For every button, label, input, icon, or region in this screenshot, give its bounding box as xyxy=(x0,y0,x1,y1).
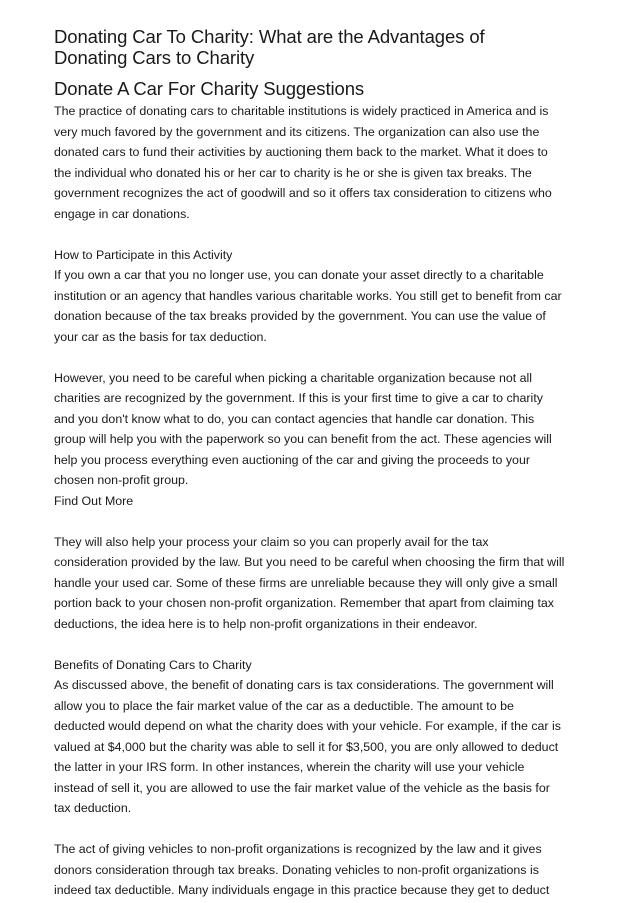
section-heading: Donate A Car For Charity Suggestions xyxy=(54,78,365,99)
paragraph-how-to-participate: How to Participate in this Activity If you own a car that you no longer use, you can donate your asset directly to a charitable institution or an agency that handles various charitable works. You still get to benefit from car donation because of the tax breaks provided by the government. You can use the value of your car as the basis for tax deduction. xyxy=(54,247,562,344)
paragraph-gap xyxy=(54,511,594,532)
document-page xyxy=(54,26,594,901)
paragraph-careful-picking: However, you need to be careful when picking a charitable organization because not all charities are recognized by the government. If this is your first time to give a car to charity and you don't know what to do, you can contact agencies that handle car donation. This group will help you with the paperwork so you can benefit from the act. These agencies will help you process everything even auctioning of the car and giving the proceeds to your chosen non-profit group. Find Out More xyxy=(54,370,552,508)
paragraph-gap xyxy=(54,224,594,245)
paragraph-gap xyxy=(54,634,594,655)
paragraph-benefits: Benefits of Donating Cars to Charity As discussed above, the benefit of donating cars is tax considerations. The government will allow you to place the fair market value of the car as a deductible. The amount to be deducted would depend on what the charity does with your vehicle. For example, if the car is valued at $4,000 but the charity was able to sell it for $3,500, you are only allowed to deduct the latter in your IRS form. In other instances, wherein the charity will use your vehicle instead of sell it, you are allowed to use the fair market value of the vehicle as the basis for tax deduction. xyxy=(54,657,561,815)
paragraph-tax-deductible: The act of giving vehicles to non-profit organizations is recognized by the law and it gives donors consideration through tax breaks. Donating vehicles to non-profit organizations is indeed tax deductible. Many individuals engage in this practice because they get to deduct xyxy=(54,842,550,897)
paragraph-process-claim: They will also help your process your claim so you can properly avail for the tax consideration provided by the law. But you need to be careful when choosing the firm that will handle your used car. Some of these firms are unreliable because they will only give a small portion back to your chosen non-profit organization. Remember that apart from claiming tax deductions, the idea here is to help non-profit organizations in their endeavor. xyxy=(54,534,565,631)
paragraph-gap xyxy=(54,347,594,368)
document-title: Donating Car To Charity: What are the Advantages of Donating Cars to Charity xyxy=(54,26,485,68)
paragraph-gap xyxy=(54,819,594,840)
paragraph-intro: The practice of donating cars to charitable institutions is widely practiced in America and is very much favored by the government and its citizens. The organization can also use the donated cars to fund their activities by auctioning them back to the market. What it does to the individual who donated his or her car to charity is he or she is given tax breaks. The government recognizes the act of goodwill and so it offers tax consideration to citizens who engage in car donations. xyxy=(54,104,552,221)
